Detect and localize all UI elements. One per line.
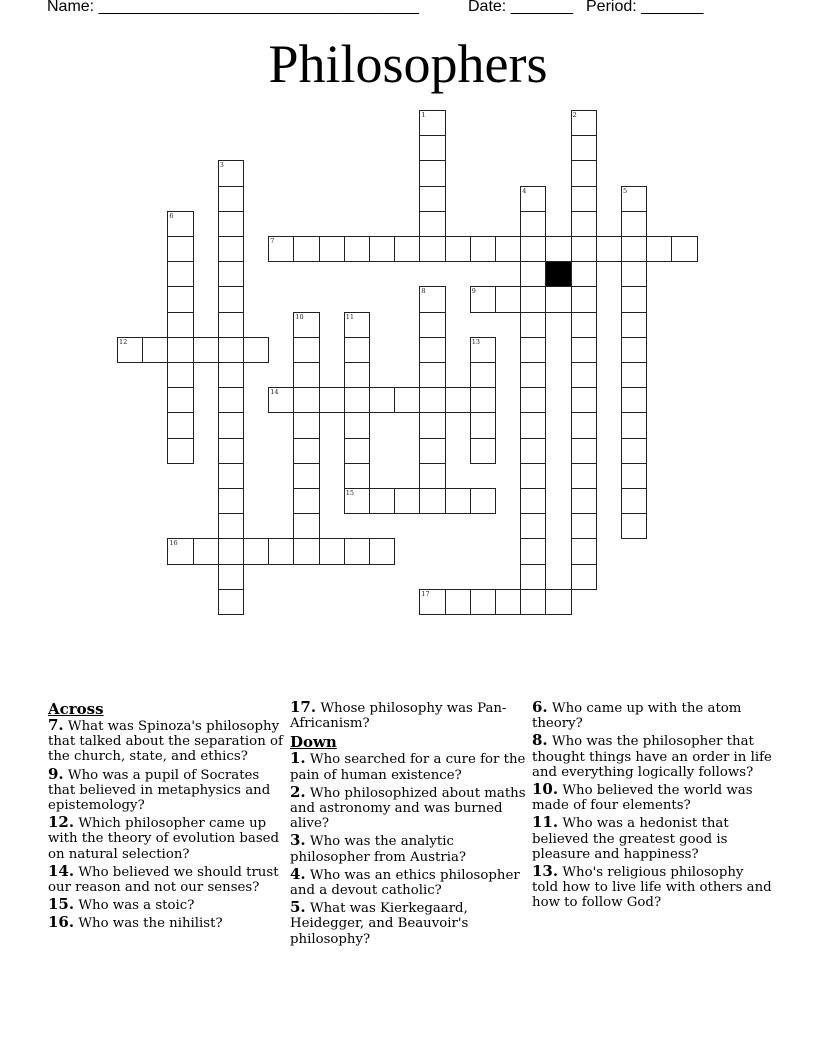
grid-cell[interactable] — [319, 538, 345, 564]
grid-cell[interactable] — [167, 387, 193, 413]
grid-cell[interactable] — [167, 337, 193, 363]
clue-down-2: 2. Who philosophized about maths and astronomy and was burned alive? — [290, 782, 526, 832]
grid-cell[interactable] — [293, 236, 319, 262]
grid-cell[interactable] — [520, 211, 546, 237]
grid-cell[interactable] — [520, 488, 546, 514]
grid-cell[interactable] — [571, 110, 597, 136]
clue-across-12: 12. Which philosopher came up with the theory of evolution based on natural selection? — [48, 813, 280, 862]
clue-down-1: 1. Who searched for a cure for the pain of human existence? — [290, 749, 526, 783]
clue-number: 8 — [421, 287, 426, 296]
grid-cell[interactable] — [520, 538, 546, 564]
grid-cell[interactable] — [218, 412, 244, 438]
grid-cell[interactable] — [218, 513, 244, 539]
grid-cell[interactable] — [470, 337, 496, 363]
grid-cell[interactable] — [268, 387, 294, 413]
grid-cell[interactable] — [545, 286, 571, 312]
grid-cell[interactable] — [419, 135, 445, 161]
clue-down-13: 13. Who's religious philosophy told how to live life with others and how to follow God? — [532, 862, 772, 911]
grid-cell[interactable] — [344, 538, 370, 564]
grid-cell[interactable] — [344, 312, 370, 338]
grid-cell[interactable] — [621, 337, 647, 363]
grid-cell[interactable] — [419, 312, 445, 338]
clue-down-3: 3. Who was the analytic philosopher from Austria? — [290, 831, 467, 865]
clue-across-9: 9. Who was a pupil of Socrates that believed in metaphysics and epistemology? — [48, 764, 271, 814]
grid-cell[interactable] — [621, 186, 647, 212]
clue-number: 10 — [295, 312, 304, 321]
grid-cell[interactable] — [419, 412, 445, 438]
page-title: Philosophers — [268, 34, 548, 94]
grid-cell[interactable] — [520, 312, 546, 338]
grid-cell[interactable] — [621, 513, 647, 539]
grid-cell[interactable] — [571, 538, 597, 564]
clue-down-4: 4. Who was an ethics philosopher and a devout catholic? — [290, 864, 520, 899]
grid-cell[interactable] — [470, 412, 496, 438]
grid-cell[interactable] — [520, 286, 546, 312]
grid-cell[interactable] — [520, 186, 546, 212]
grid-cell[interactable] — [218, 438, 244, 464]
grid-cell[interactable] — [571, 513, 597, 539]
grid-cell[interactable] — [419, 286, 445, 312]
grid-cell[interactable] — [520, 261, 546, 287]
grid-cell[interactable] — [218, 160, 244, 186]
grid-cell[interactable] — [571, 186, 597, 212]
grid-cell[interactable] — [369, 236, 395, 262]
grid-cell[interactable] — [445, 236, 471, 262]
clue-number: 1 — [421, 111, 426, 119]
grid-cell[interactable] — [621, 488, 647, 514]
grid-cell[interactable] — [293, 387, 319, 413]
grid-cell[interactable] — [344, 488, 370, 514]
date-field-label: Date: _______ — [468, 0, 573, 15]
grid-cell[interactable] — [520, 438, 546, 464]
across-heading: Across — [48, 700, 104, 718]
clue-number: 7 — [270, 237, 275, 245]
clue-number: 13 — [471, 337, 481, 346]
clue-number: 17 — [421, 589, 430, 598]
grid-cell[interactable] — [218, 538, 244, 564]
grid-cell[interactable] — [621, 463, 647, 489]
grid-cell[interactable] — [520, 513, 546, 539]
grid-cell[interactable] — [167, 538, 193, 564]
grid-cell[interactable] — [369, 488, 395, 514]
grid-cell[interactable] — [571, 362, 597, 388]
period-field-label: Period: _______ — [586, 0, 704, 15]
grid-cell[interactable] — [596, 236, 622, 262]
clue-number: 15 — [345, 489, 355, 497]
grid-cell[interactable] — [470, 488, 496, 514]
down-heading: Down — [290, 733, 337, 752]
clue-down-5: 5. What was Kierkegaard, Heidegger, and Beauvoir's philosophy? — [290, 898, 469, 947]
grid-cell[interactable] — [344, 463, 370, 489]
grid-cell[interactable] — [419, 160, 445, 186]
grid-cell[interactable] — [142, 337, 168, 363]
clues-column-3 — [532, 700, 772, 913]
clue-across-15: 15. Who was a stoic? — [48, 895, 195, 914]
grid-cell[interactable] — [571, 438, 597, 464]
clue-number: 11 — [345, 312, 355, 321]
grid-cell[interactable] — [671, 236, 697, 262]
grid-cell[interactable] — [545, 589, 571, 615]
grid-cell[interactable] — [470, 236, 496, 262]
grid-cell[interactable] — [621, 312, 647, 338]
grid-cell[interactable] — [193, 337, 219, 363]
clue-down-8: 8. Who was the philosopher that thought things have an order in life and everything logically follows? — [532, 731, 772, 780]
grid-cell[interactable] — [520, 236, 546, 262]
grid-cell[interactable] — [445, 589, 471, 615]
grid-cell[interactable] — [394, 236, 420, 262]
grid-cell[interactable] — [646, 236, 672, 262]
grid-cell[interactable] — [520, 387, 546, 413]
grid-cell[interactable] — [344, 362, 370, 388]
grid-cell[interactable] — [419, 211, 445, 237]
grid-cell[interactable] — [218, 286, 244, 312]
clue-number: 16 — [169, 539, 178, 548]
clue-across-16: 16. Who was the nihilist? — [48, 913, 223, 932]
grid-cell[interactable] — [571, 387, 597, 413]
grid-cell[interactable] — [117, 337, 143, 363]
grid-cell[interactable] — [344, 236, 370, 262]
grid-cell[interactable] — [621, 286, 647, 312]
grid-cell[interactable] — [419, 488, 445, 514]
grid-cell[interactable] — [319, 387, 345, 413]
grid-cell[interactable] — [571, 211, 597, 237]
grid-cell[interactable] — [621, 412, 647, 438]
grid-cell[interactable] — [495, 589, 521, 615]
grid-cell[interactable] — [369, 387, 395, 413]
grid-cell[interactable] — [520, 362, 546, 388]
grid-cell[interactable] — [293, 312, 319, 338]
grid-cell[interactable] — [293, 488, 319, 514]
black-cell — [545, 261, 571, 287]
grid-cell[interactable] — [167, 286, 193, 312]
grid-cell[interactable] — [571, 286, 597, 312]
grid-cell[interactable] — [520, 412, 546, 438]
clue-down-10: 10. Who believed the world was made of four elements? — [532, 780, 753, 814]
grid-cell[interactable] — [571, 412, 597, 438]
grid-cell[interactable] — [218, 387, 244, 413]
grid-cell[interactable] — [470, 387, 496, 413]
clue-number: 6 — [169, 211, 174, 220]
clue-number: 9 — [471, 287, 476, 296]
grid-cell[interactable] — [218, 564, 244, 590]
clue-across-7: 7. What was Spinoza's philosophy that talked about the separation of the church, state, and ethics? — [48, 716, 283, 765]
grid-cell[interactable] — [621, 387, 647, 413]
grid-cell[interactable] — [520, 564, 546, 590]
grid-cell[interactable] — [293, 362, 319, 388]
grid-cell[interactable] — [344, 438, 370, 464]
clue-number: 14 — [270, 388, 279, 397]
grid-cell[interactable] — [344, 387, 370, 413]
clue-down-11: 11. Who was a hedonist that believed the greatest good is pleasure and happiness? — [532, 813, 729, 862]
clue-number: 2 — [572, 111, 577, 119]
grid-cell[interactable] — [419, 362, 445, 388]
grid-cell[interactable] — [545, 236, 571, 262]
clue-across-17: 17. Whose philosophy was Pan-Africanism? — [290, 698, 507, 732]
grid-cell[interactable] — [293, 513, 319, 539]
grid-cell[interactable] — [571, 488, 597, 514]
grid-cell[interactable] — [445, 488, 471, 514]
grid-cell[interactable] — [319, 236, 345, 262]
grid-cell[interactable] — [293, 463, 319, 489]
grid-cell[interactable] — [167, 312, 193, 338]
grid-cell[interactable] — [470, 286, 496, 312]
grid-cell[interactable] — [495, 286, 521, 312]
clue-across-14: 14. Who believed we should trust our reason and not our senses? — [48, 861, 279, 896]
grid-cell[interactable] — [218, 211, 244, 237]
grid-cell[interactable] — [167, 438, 193, 464]
clues-column-1 — [48, 700, 284, 934]
clues-column-2 — [290, 700, 526, 949]
grid-cell[interactable] — [520, 463, 546, 489]
grid-cell[interactable] — [218, 312, 244, 338]
grid-cell[interactable] — [167, 412, 193, 438]
clue-number: 12 — [119, 337, 128, 346]
grid-cell[interactable] — [571, 564, 597, 590]
grid-cell[interactable] — [571, 160, 597, 186]
grid-cell[interactable] — [218, 186, 244, 212]
grid-cell[interactable] — [344, 412, 370, 438]
grid-cell[interactable] — [268, 236, 294, 262]
grid-cell[interactable] — [218, 488, 244, 514]
grid-cell[interactable] — [344, 337, 370, 363]
grid-cell[interactable] — [520, 589, 546, 615]
grid-cell[interactable] — [369, 538, 395, 564]
grid-cell[interactable] — [419, 387, 445, 413]
grid-cell[interactable] — [193, 538, 219, 564]
name-field-label: Name: ____________________________________ — [47, 0, 419, 15]
grid-cell[interactable] — [293, 438, 319, 464]
grid-cell[interactable] — [621, 261, 647, 287]
grid-cell[interactable] — [167, 261, 193, 287]
grid-cell[interactable] — [218, 236, 244, 262]
grid-cell[interactable] — [621, 438, 647, 464]
grid-cell[interactable] — [218, 362, 244, 388]
grid-cell[interactable] — [218, 589, 244, 615]
clue-number: 5 — [623, 186, 628, 195]
grid-cell[interactable] — [218, 463, 244, 489]
grid-cell[interactable] — [394, 387, 420, 413]
grid-cell[interactable] — [571, 463, 597, 489]
grid-cell[interactable] — [243, 337, 269, 363]
grid-cell[interactable] — [419, 337, 445, 363]
grid-cell[interactable] — [495, 236, 521, 262]
grid-cell[interactable] — [470, 438, 496, 464]
clue-number: 3 — [219, 161, 224, 170]
grid-cell[interactable] — [571, 261, 597, 287]
grid-cell[interactable] — [293, 412, 319, 438]
grid-cell[interactable] — [167, 236, 193, 262]
grid-cell[interactable] — [268, 538, 294, 564]
clue-number: 4 — [522, 186, 527, 195]
grid-cell[interactable] — [293, 337, 319, 363]
grid-cell[interactable] — [621, 211, 647, 237]
grid-cell[interactable] — [445, 387, 471, 413]
grid-cell[interactable] — [218, 337, 244, 363]
grid-cell[interactable] — [419, 589, 445, 615]
grid-cell[interactable] — [243, 538, 269, 564]
grid-cell[interactable] — [419, 236, 445, 262]
clue-down-6: 6. Who came up with the atom theory? — [532, 698, 742, 732]
grid-cell[interactable] — [167, 211, 193, 237]
grid-cell[interactable] — [571, 312, 597, 338]
grid-cell[interactable] — [218, 261, 244, 287]
grid-cell[interactable] — [571, 135, 597, 161]
grid-cell[interactable] — [419, 463, 445, 489]
grid-cell[interactable] — [419, 110, 445, 136]
grid-cell[interactable] — [621, 362, 647, 388]
grid-cell[interactable] — [571, 337, 597, 363]
grid-cell[interactable] — [571, 236, 597, 262]
grid-cell[interactable] — [167, 362, 193, 388]
grid-cell[interactable] — [293, 538, 319, 564]
grid-cell[interactable] — [394, 488, 420, 514]
grid-cell[interactable] — [470, 589, 496, 615]
grid-cell[interactable] — [470, 362, 496, 388]
grid-cell[interactable] — [520, 337, 546, 363]
grid-cell[interactable] — [419, 186, 445, 212]
grid-cell[interactable] — [419, 438, 445, 464]
grid-cell[interactable] — [621, 236, 647, 262]
